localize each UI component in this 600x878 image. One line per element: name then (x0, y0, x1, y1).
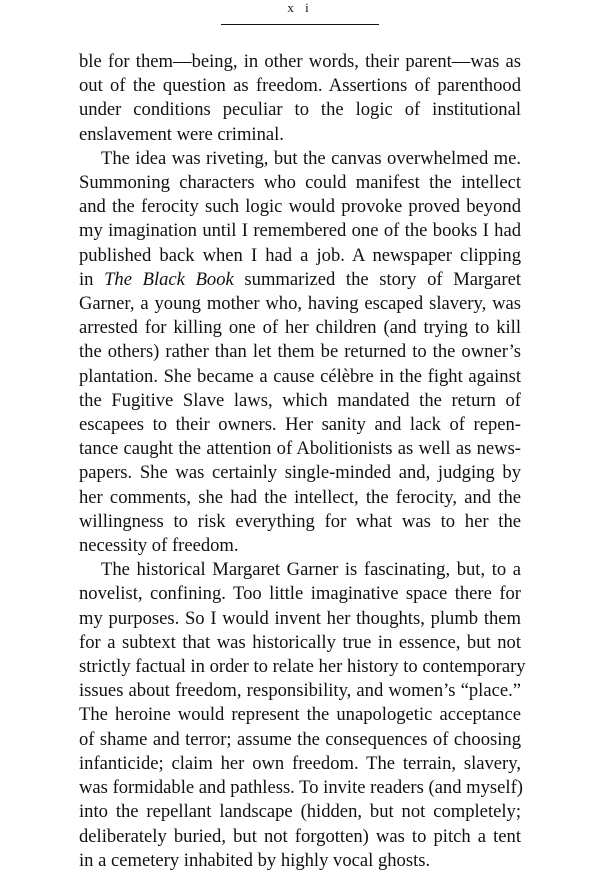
text-line: under conditions peculiar to the logic of institutional (79, 99, 521, 121)
text-line: arrested for killing one of her children (and trying to kill (79, 317, 521, 339)
text-segment: summarized the story of Margaret (233, 268, 521, 290)
text-line: my purposes. So I would invent her thoughts, plumb them (79, 607, 521, 629)
text-line: novelist, confining. Too little imaginative space there for (79, 583, 521, 605)
text-line: necessity of freedom. (79, 535, 239, 557)
text-line: her comments, she had the intellect, the ferocity, and the (79, 486, 521, 508)
text-line: The idea was riveting, but the canvas overwhelmed me. (101, 147, 521, 169)
text-line: willingness to risk everything for what was to her the (79, 510, 521, 532)
text-line: papers. She was certainly single-minded and, judging by (79, 462, 521, 484)
text-line: plantation. She became a cause célèbre in the fight against (79, 365, 521, 387)
text-line-with-title (79, 268, 521, 292)
book-title: The Black Book (104, 268, 234, 290)
text-segment: in (79, 268, 105, 290)
text-line: tance caught the attention of Abolitionists as well as news- (79, 438, 521, 460)
text-line: my imagination until I remembered one of the books I had (79, 220, 521, 242)
text-line: enslavement were criminal. (79, 123, 284, 145)
text-line: and the ferocity such logic would provoke proved beyond (79, 196, 521, 218)
page-number: x i (287, 0, 313, 15)
text-line: escapees to their owners. Her sanity and lack of repen- (79, 414, 521, 436)
text-line: the Fugitive Slave laws, which mandated the return of (79, 389, 521, 411)
text-line: infanticide; claim her own freedom. The terrain, slavery, (79, 752, 521, 774)
body-text (79, 50, 526, 873)
text-line: out of the question as freedom. Assertions of parenthood (79, 75, 521, 97)
text-line: into the repellant landscape (hidden, but not completely; (79, 801, 521, 823)
text-line: for a subtext that was historically true in essence, but not (79, 631, 521, 653)
text-line: published back when I had a job. A newspaper clipping (79, 244, 521, 266)
text-line: of shame and terror; assume the consequences of choosing (79, 728, 521, 750)
text-line: The heroine would represent the unapologetic acceptance (79, 704, 521, 726)
text-line: the others) rather than let them be returned to the owner’s (79, 341, 521, 363)
text-line: deliberately buried, but not forgotten) was to pitch a tent (79, 825, 521, 847)
text-line: Garner, a young mother who, having escaped slavery, was (79, 293, 521, 315)
paragraph-3 (79, 558, 526, 873)
text-line: issues about freedom, responsibility, and women’s “place.” (79, 680, 521, 702)
text-line: strictly factual in order to relate her history to contemporary (79, 656, 526, 678)
paragraph-2 (79, 147, 521, 558)
paragraph-1 (79, 50, 521, 147)
text-line: was formidable and pathless. To invite readers (and myself) (79, 777, 523, 799)
text-line: The historical Margaret Garner is fascinating, but, to a (101, 559, 521, 581)
text-line: Summoning characters who could manifest the intellect (79, 172, 521, 194)
text-line: ble for them—being, in other words, their parent—was as (79, 51, 521, 72)
header-rule (221, 24, 379, 25)
text-line: in a cemetery inhabited by highly vocal ghosts. (79, 849, 431, 871)
